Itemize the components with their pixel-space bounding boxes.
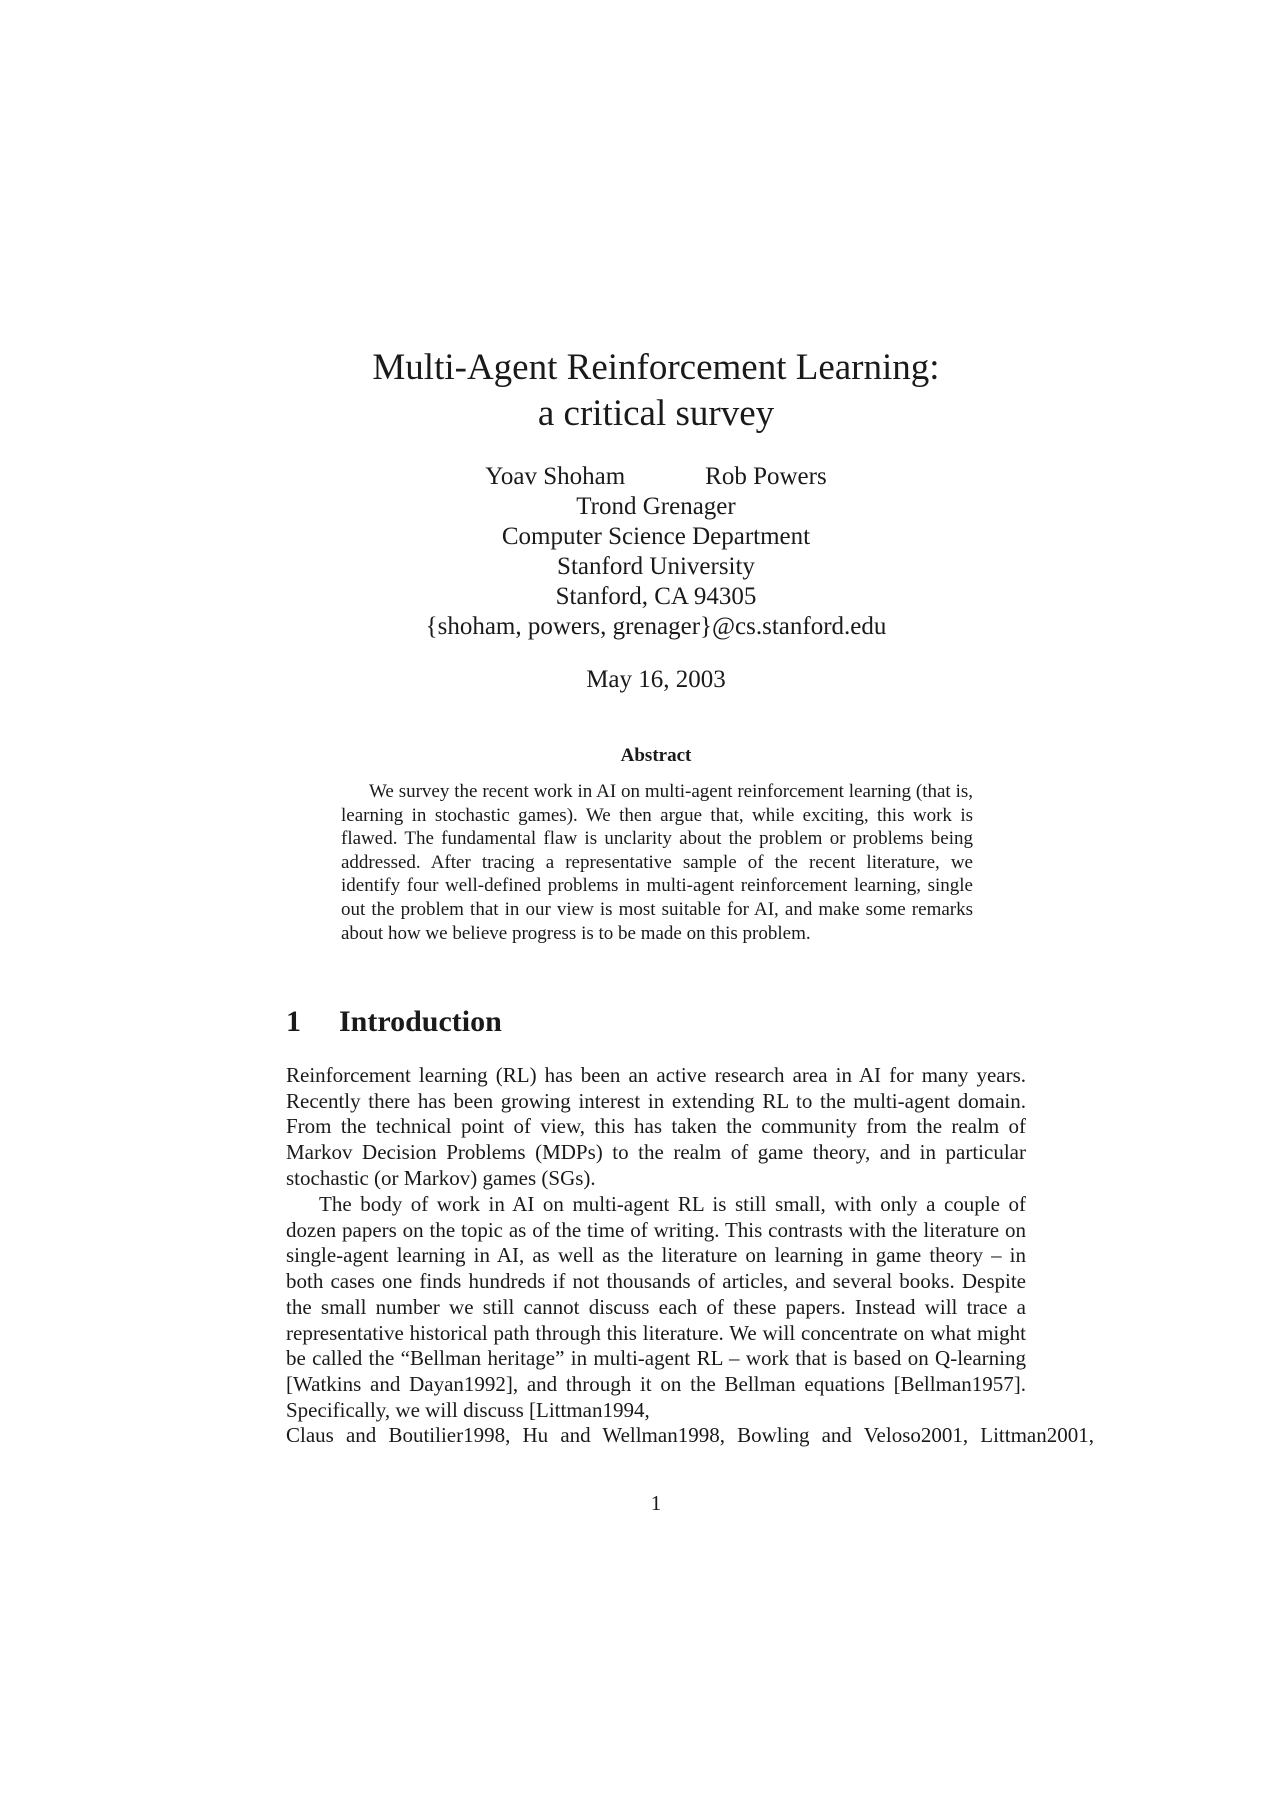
abstract-text: We survey the recent work in AI on multi-agent reinforcement learning (that is, learning in stochastic games). We then argue that, while exciting, this work is flawed. The fundamental flaw is unclarity about the problem or problems being addressed. After tracing a representative sample of the recent literature, we identify four well-defined problems in multi-agent reinforcement learning, single out the problem that in our view is most suitable for AI, and make some remarks about how we believe progress is to be made on this problem. [341, 781, 973, 944]
author-name: Rob Powers [705, 463, 827, 490]
section-number: 1 [286, 1005, 301, 1038]
affiliation-university: Stanford University [557, 553, 755, 580]
body-paragraph [286, 1192, 1094, 1449]
publication-date: May 16, 2003 [586, 666, 726, 693]
section-heading [286, 1004, 502, 1040]
section-title: Introduction [339, 1005, 502, 1038]
paper-title [0, 345, 1280, 437]
author-email: {shoham, powers, grenager}@cs.stanford.edu [425, 613, 887, 640]
page-number: 1 [650, 1491, 662, 1515]
paragraph-text: The body of work in AI on multi-agent RL is still small, with only a couple of dozen papers on the topic as of the time of writing. This contrasts with the literature on single-agent learning in AI, as well as the literature on learning in game theory – in both cases one finds hundreds if not thousands of articles, and several books. Despite the small number we still cannot discuss each of these papers. Instead will trace a representative historical path through this literature. We will concentrate on what might be called the “Bellman heritage” in multi-agent RL – work that is based on Q-learning [Watkins and Dayan1992], and through it on the Bellman equations [Bellman1957]. Specifically, we will discuss [Littman1994, [286, 1192, 1026, 1422]
affiliation-address: Stanford, CA 94305 [555, 583, 757, 610]
author-row [0, 462, 1280, 492]
title-line-2: a critical survey [537, 393, 775, 434]
body-paragraph: Reinforcement learning (RL) has been an active research area in AI for many years. Recently there has been growing interest in extending RL to the multi-agent domain. From the technical point of view, this has taken the community from the realm of Markov Decision Problems (MDPs) to the realm of game theory, and in particular stochastic (or Markov) games (SGs). [286, 1063, 1026, 1190]
title-line-1: Multi-Agent Reinforcement Learning: [372, 347, 940, 388]
affiliation-department: Computer Science Department [501, 523, 811, 550]
paragraph-last-line: Claus and Boutilier1998, Hu and Wellman1998, Bowling and Veloso2001, Littman2001, [286, 1423, 1094, 1448]
author-block [0, 462, 1280, 642]
abstract-heading: Abstract [620, 745, 692, 766]
author-name: Trond Grenager [576, 493, 736, 520]
author-name: Yoav Shoham [485, 463, 626, 490]
